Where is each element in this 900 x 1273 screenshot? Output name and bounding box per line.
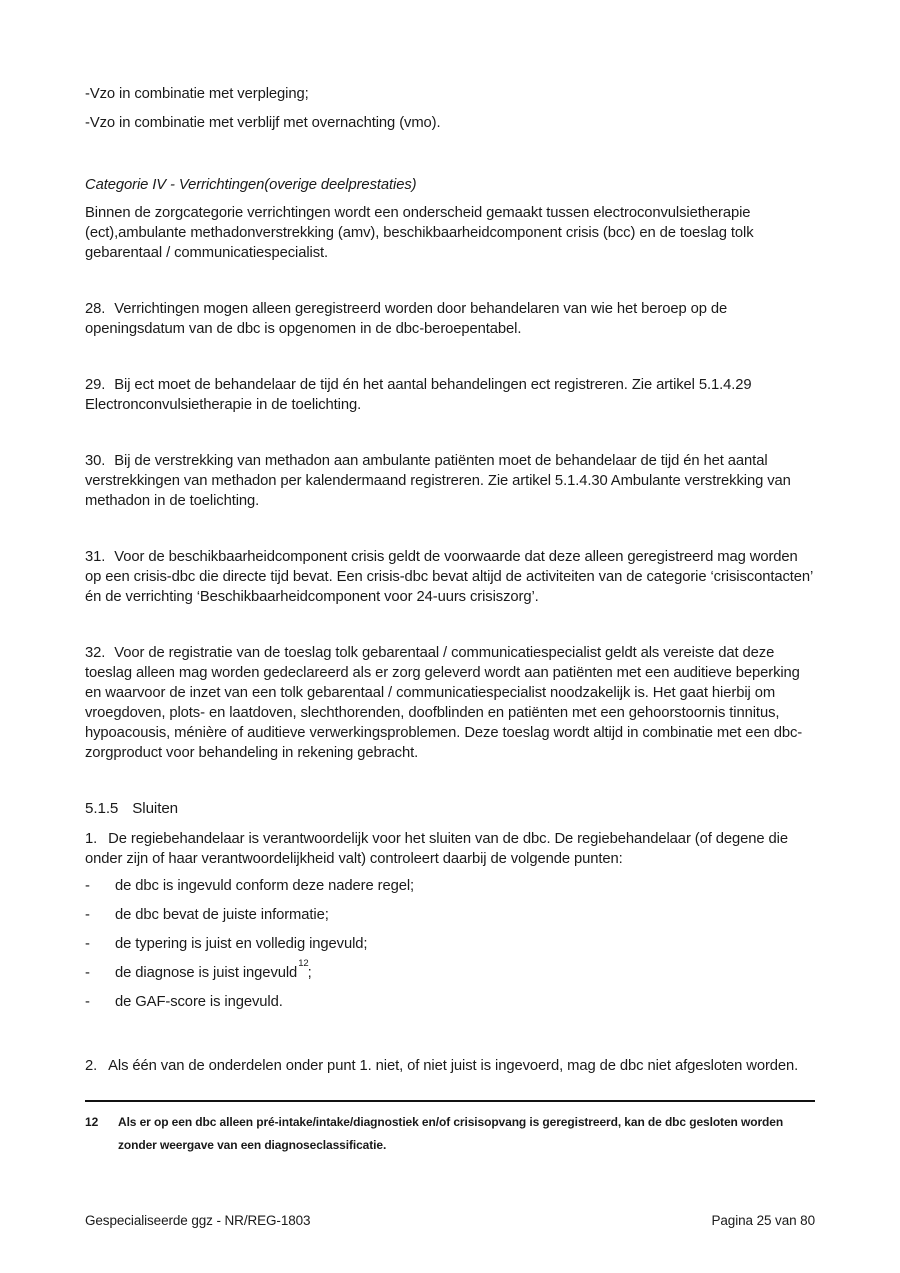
numbered-item-30 <box>85 451 815 511</box>
numbered-item-28 <box>85 299 815 339</box>
footnote-separator-rule <box>85 1100 815 1102</box>
item-number: 1. <box>85 831 98 847</box>
item-text: Voor de beschikbaarheidcomponent crisis geldt de voorwaarde dat deze alleen geregistreerd mag worden op een crisis-dbc die directe tijd bevat. Een crisis-dbc bevat altijd de activiteiten van de categorie ‘crisiscontacten’ én de verrichting ‘Beschikbaarheidcomponent voor 24-uurs crisiszorg’. <box>85 549 813 605</box>
item-number: 31. <box>85 549 106 565</box>
dash-bullet: - <box>85 965 90 981</box>
point-2 <box>85 1056 815 1076</box>
numbered-item-32 <box>85 643 815 763</box>
point-1 <box>85 829 815 869</box>
checklist-item-text: de dbc bevat de juiste informatie; <box>115 907 329 923</box>
intro-line: -Vzo in combinatie met verpleging; <box>85 86 309 102</box>
numbered-item-29 <box>85 375 815 415</box>
footnote-text: Als er op een dbc alleen pré-intake/intake/diagnostiek en/of crisisopvang is geregistreerd, kan de dbc gesloten worden zonder weergave van een diagnoseclassificatie. <box>118 1115 784 1152</box>
checklist-item-text: de dbc is ingevuld conform deze nadere regel; <box>115 878 415 894</box>
intro-line: -Vzo in combinatie met verblijf met overnachting (vmo). <box>85 115 441 131</box>
item-text: Bij ect moet de behandelaar de tijd én het aantal behandelingen ect registreren. Zie artikel 5.1.4.29 Electronconvulsietherapie in de toelichting. <box>85 377 752 413</box>
checklist-item <box>85 992 815 1012</box>
item-text: Verrichtingen mogen alleen geregistreerd worden door behandelaren van wie het beroep op de openingsdatum van de dbc is opgenomen in de dbc-beroepentabel. <box>85 301 728 337</box>
item-number: 29. <box>85 377 106 393</box>
dash-bullet: - <box>85 878 90 894</box>
item-number: 28. <box>85 301 106 317</box>
section-heading-title: Sluiten <box>132 800 179 817</box>
checklist-item-text <box>115 958 312 983</box>
section-heading-number: 5.1.5 <box>85 800 119 817</box>
category-paragraph: Binnen de zorgcategorie verrichtingen wordt een onderscheid gemaakt tussen electroconvulsietherapie (ect),ambulante methadonverstrekking (amv), beschikbaarheidcomponent crisis (bcc) en de toeslag tolk gebarentaal / communicatiespecialist. <box>85 205 754 261</box>
footnote <box>85 1111 815 1157</box>
item-text: Als één van de onderdelen onder punt 1. niet, of niet juist is ingevoerd, mag de dbc niet afgesloten worden. <box>108 1058 799 1074</box>
dash-bullet: - <box>85 936 90 952</box>
item-number: 30. <box>85 453 106 469</box>
footer-document-title: Gespecialiseerde ggz - NR/REG-1803 <box>85 1213 311 1228</box>
checklist-item <box>85 958 815 983</box>
dash-bullet: - <box>85 994 90 1010</box>
footnote-ref: 12 <box>298 958 309 970</box>
item-number: 32. <box>85 645 106 661</box>
checklist-item-text: de GAF-score is ingevuld. <box>115 994 283 1010</box>
section-heading <box>85 799 815 819</box>
footer-page-number: Pagina 25 van 80 <box>711 1213 815 1228</box>
checklist-item <box>85 934 815 954</box>
item-text: Voor de registratie van de toeslag tolk gebarentaal / communicatiespecialist geldt als vereiste dat deze toeslag alleen mag worden gedeclareerd als er zorg geleverd wordt aan patiënten met een auditieve beperking en waarvoor de inzet van een tolk gebarentaal / communicatiespecialist noodzakelijk is. Het gaat hierbij om vroegdoven, plots- en laatdoven, slechthorenden, doofblinden en patiënten met een gehoorstoornis tinnitus, hypoacousis, ménière of auditieve verwerkingsproblemen. Deze toeslag wordt altijd in combinatie met een dbc-zorgproduct voor behandeling in rekening gebracht. <box>85 645 803 761</box>
checklist-item <box>85 905 815 925</box>
numbered-item-31 <box>85 547 815 607</box>
footnote-marker: 12 <box>85 1115 99 1129</box>
dash-bullet: - <box>85 907 90 923</box>
checklist <box>85 876 815 1012</box>
page-footer <box>85 1212 815 1230</box>
checklist-item-text: de typering is juist en volledig ingevuld; <box>115 936 368 952</box>
item-text: Bij de verstrekking van methadon aan ambulante patiënten moet de behandelaar de tijd én het aantal verstrekkingen van methadon per kalendermaand registreren. Zie artikel 5.1.4.30 Ambulante verstrekking van methadon in de toelichting. <box>85 453 791 509</box>
item-text: De regiebehandelaar is verantwoordelijk voor het sluiten van de dbc. De regiebehandelaar (of degene die onder zijn of haar verantwoordelijkheid valt) controleert daarbij de volgende punten: <box>85 831 788 867</box>
checklist-item-text-before: de diagnose is juist ingevuld <box>115 965 298 981</box>
checklist-item <box>85 876 815 896</box>
item-number: 2. <box>85 1058 98 1074</box>
category-heading: Categorie IV - Verrichtingen(overige deelprestaties) <box>85 177 417 193</box>
checklist-item-text-after: ; <box>307 965 312 981</box>
